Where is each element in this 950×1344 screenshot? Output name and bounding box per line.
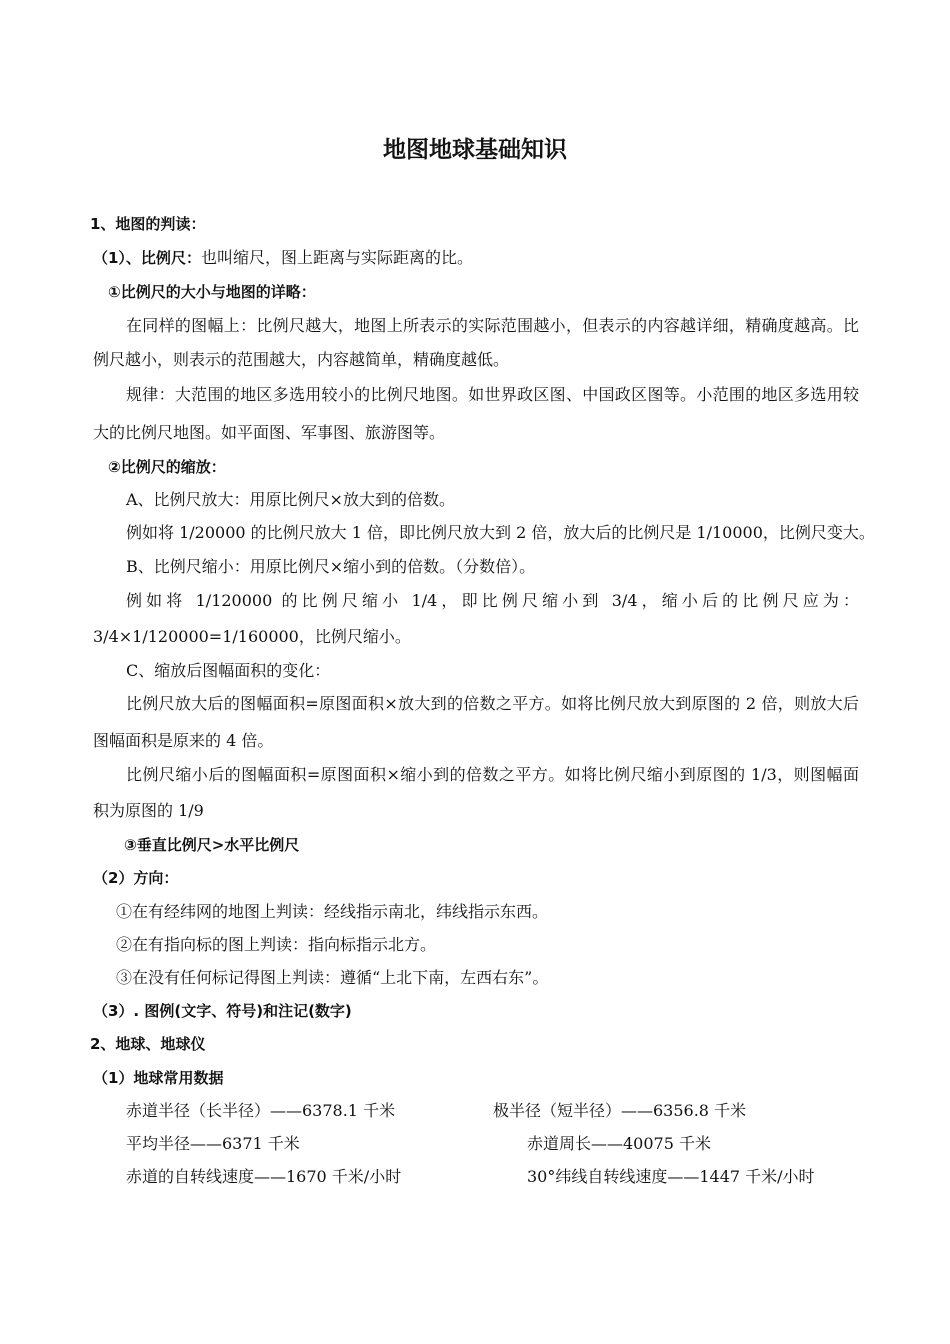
direction-heading: （2）方向： — [93, 869, 179, 887]
paragraph-line: 比例尺放大后的图幅面积=原图面积×放大到的倍数之平方。如将比例尺放大到原图的 2 倍，则放大后 — [126, 694, 859, 713]
page-title: 地图地球基础知识 — [383, 137, 567, 163]
paragraph-line: 例尺越小，则表示的范围越大，内容越简单，精确度越低。 — [93, 350, 510, 369]
paragraph-line: 规律：大范围的地区多选用较小的比例尺地图。如世界政区图、中国政区图等。小范围的地区多选用较 — [126, 385, 859, 404]
paragraph-line: ②在有指向标的图上判读：指向标指示北方。 — [116, 935, 437, 954]
paragraph-line: ①在有经纬网的地图上判读：经线指示南北，纬线指示东西。 — [116, 902, 549, 921]
legend-heading: （3）. 图例(文字、符号)和注记(数字) — [93, 1002, 352, 1020]
section-1-heading: 1、地图的判读： — [90, 215, 206, 233]
subheading-scale-zoom: ②比例尺的缩放： — [108, 458, 226, 476]
scale-definition — [93, 248, 473, 268]
earth-data-item: 赤道周长——40075 千米 — [527, 1134, 711, 1153]
earth-data-item: 平均半径——6371 千米 — [126, 1134, 300, 1153]
scale-label: （1）、比例尺： — [93, 249, 201, 267]
paragraph-line: A、比例尺放大：用原比例尺×放大到的倍数。 — [126, 490, 455, 509]
paragraph-line: 大的比例尺地图。如平面图、军事图、旅游图等。 — [93, 423, 446, 442]
paragraph-line: 积为原图的 1/9 — [93, 801, 204, 820]
paragraph-line: ③在没有任何标记得图上判读：遵循“上北下南，左西右东”。 — [116, 968, 549, 987]
paragraph-line: 在同样的图幅上：比例尺越大，地图上所表示的实际范围越小，但表示的内容越详细，精确度越高。比 — [126, 316, 859, 335]
earth-data-item: 极半径（短半径）——6356.8 千米 — [493, 1101, 747, 1120]
earth-data-heading: （1）地球常用数据 — [93, 1069, 224, 1087]
earth-data-item: 赤道的自转线速度——1670 千米/小时 — [126, 1167, 402, 1186]
paragraph-line: 图幅面积是原来的 4 倍。 — [93, 731, 274, 750]
earth-data-item: 赤道半径（长半径）——6378.1 千米 — [126, 1101, 396, 1120]
section-2-heading: 2、地球、地球仪 — [90, 1035, 206, 1053]
paragraph-line: 例如将 1/20000 的比例尺放大 1 倍，即比例尺放大到 2 倍，放大后的比例尺是 1/10000，比例尺变大。 — [126, 523, 875, 542]
paragraph-line: 比例尺缩小后的图幅面积=原图面积×缩小到的倍数之平方。如将比例尺缩小到原图的 1/3，则图幅面 — [126, 765, 859, 784]
paragraph-line: 3/4×1/120000=1/160000，比例尺缩小。 — [93, 627, 411, 646]
paragraph-line: C、缩放后图幅面积的变化： — [126, 661, 331, 680]
subheading-vertical-scale: ③垂直比例尺>水平比例尺 — [124, 836, 300, 854]
paragraph-line: B、比例尺缩小：用原比例尺×缩小到的倍数。（分数倍）。 — [126, 557, 536, 576]
scale-definition-text: 也叫缩尺，图上距离与实际距离的比。 — [200, 248, 473, 267]
paragraph-line: 例如将 1/120000 的比例尺缩小 1/4，即比例尺缩小到 3/4，缩小后的比例尺应为： — [126, 591, 859, 610]
subheading-scale-detail: ①比例尺的大小与地图的详略： — [108, 283, 316, 301]
earth-data-item: 30°纬线自转线速度——1447 千米/小时 — [527, 1167, 815, 1186]
